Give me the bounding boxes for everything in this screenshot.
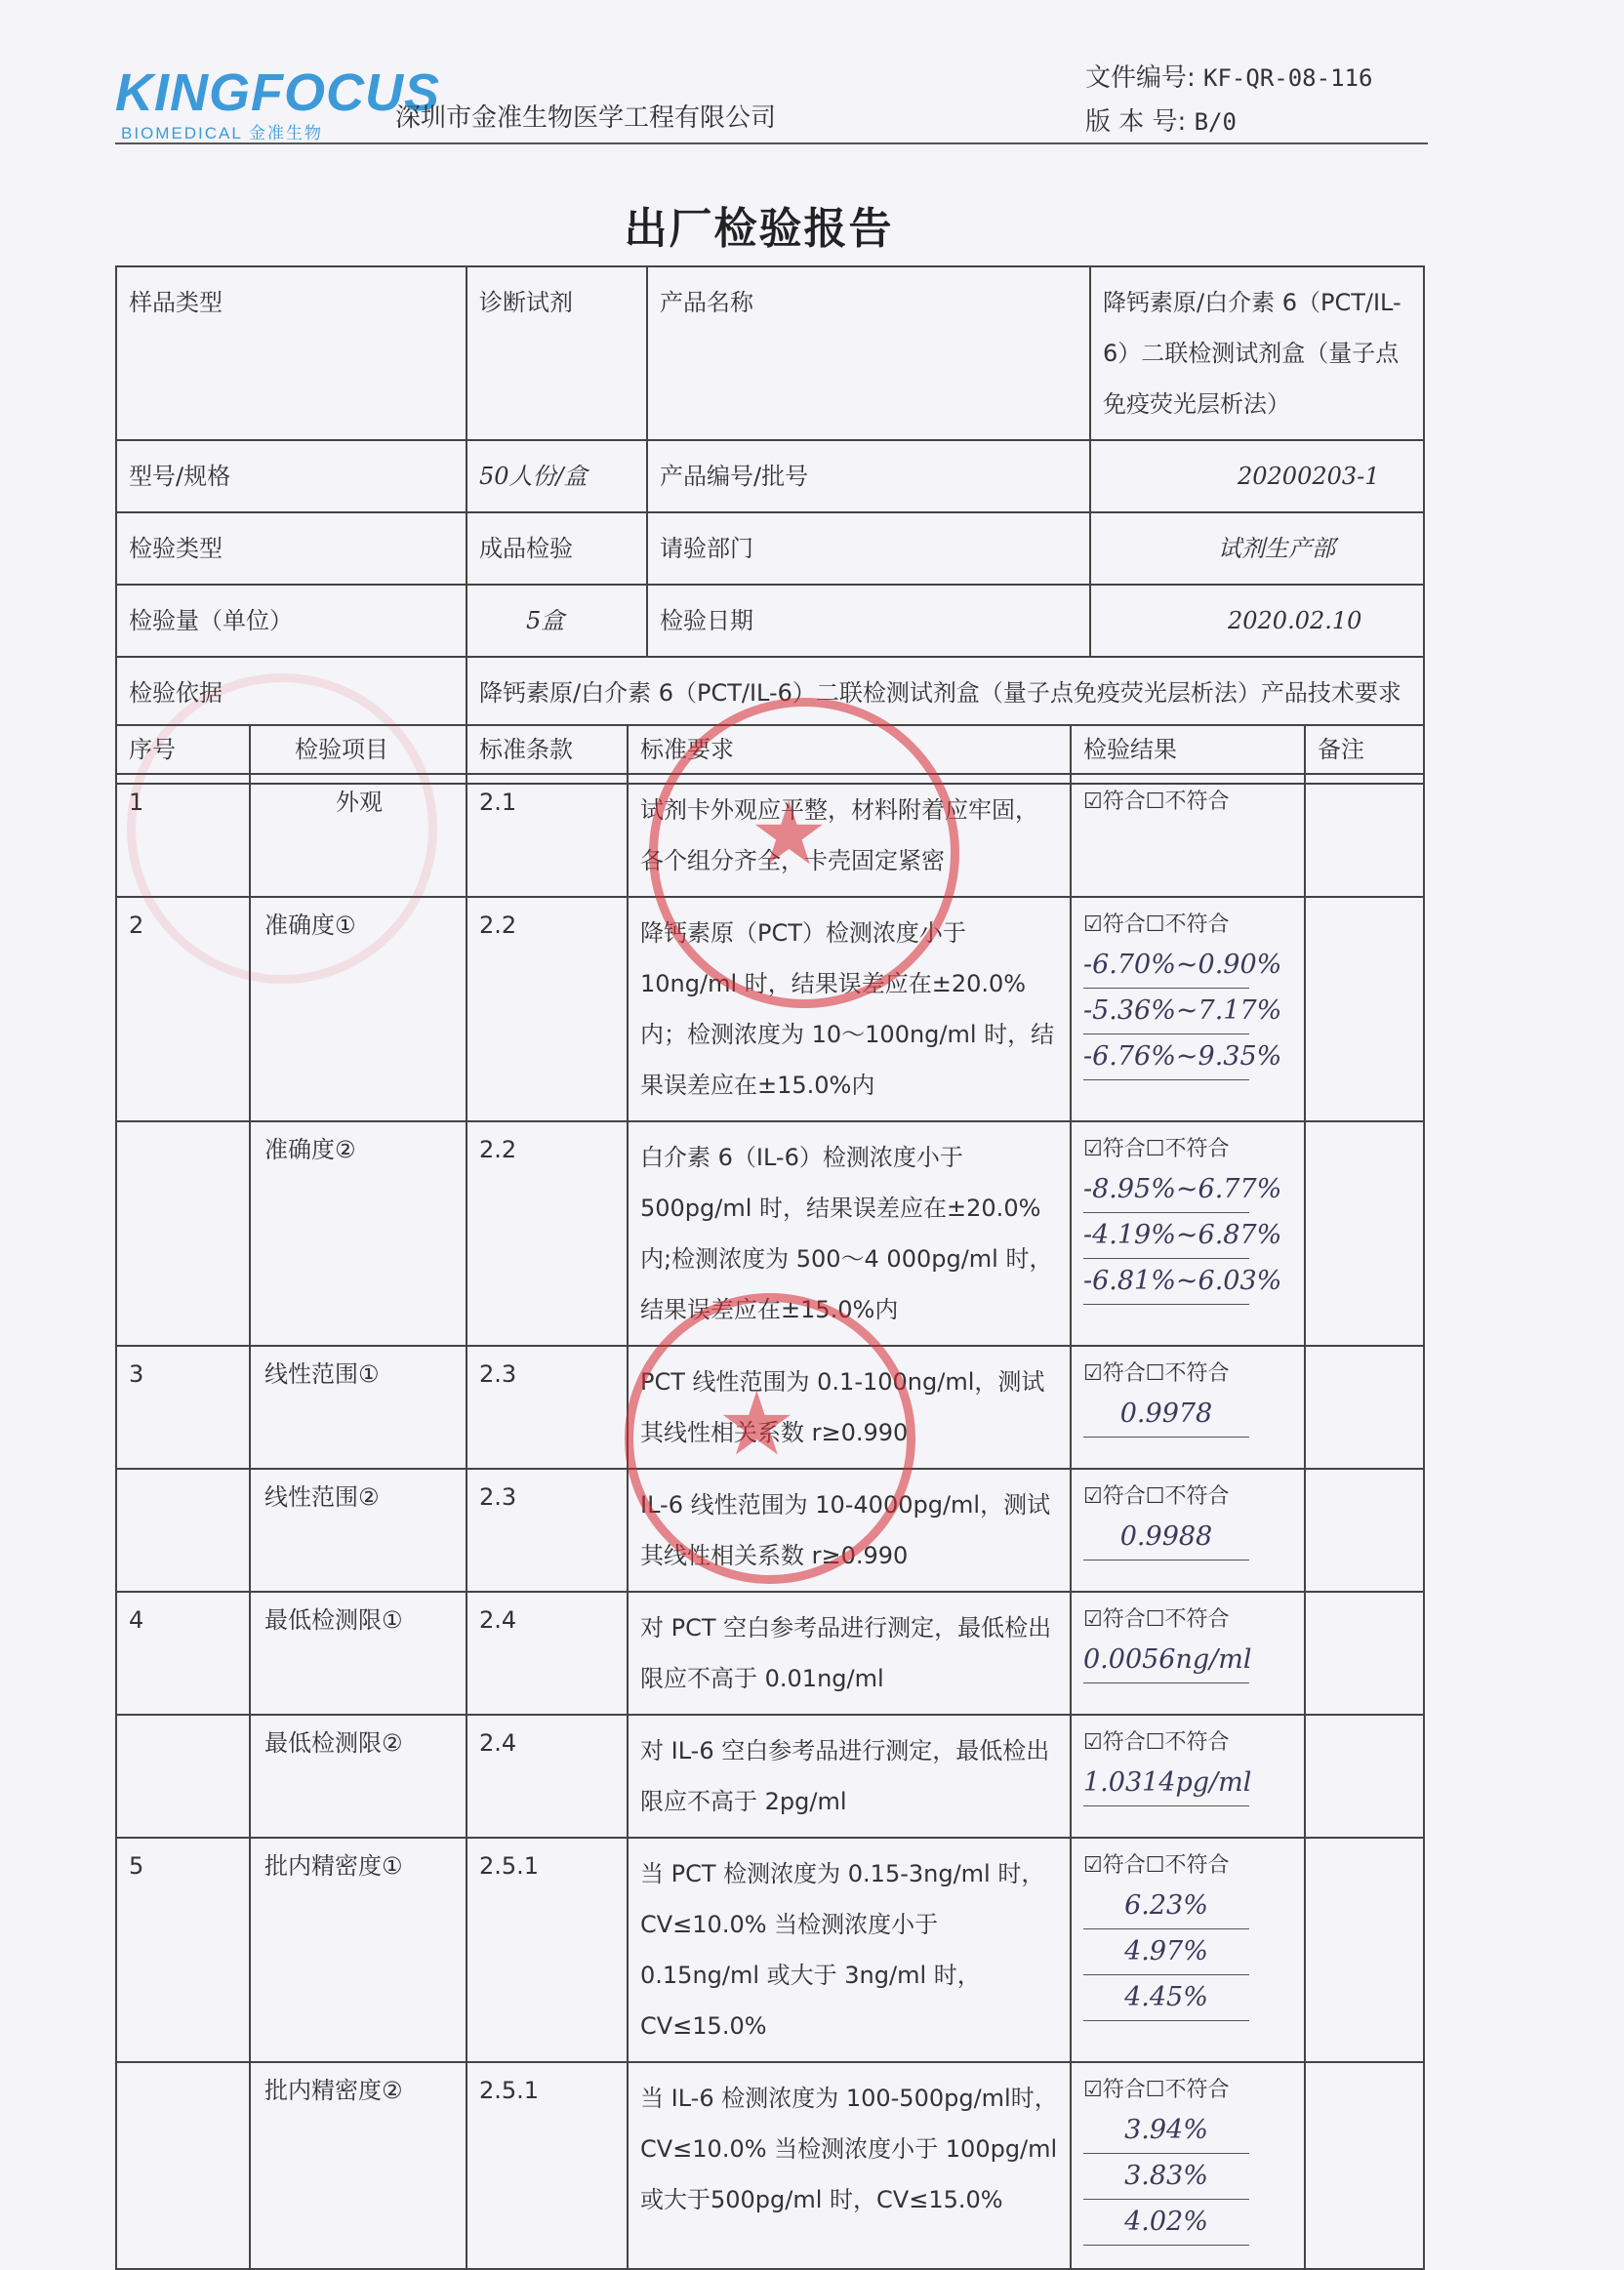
basis-label: 检验依据 (116, 657, 467, 784)
row-req: IL-6 线性范围为 10-4000pg/ml，测试其线性相关系数 r≥0.990 (628, 1469, 1071, 1592)
table-row (116, 1838, 1424, 2062)
row-no (116, 1121, 250, 1346)
inspect-type-label: 检验类型 (116, 512, 467, 585)
result-value: 3.83% (1083, 2154, 1249, 2200)
date-value: 2020.02.10 (1090, 585, 1424, 657)
row-remark (1305, 1715, 1424, 1838)
sample-type-label: 样品类型 (116, 266, 467, 440)
row-no: 1 (116, 774, 250, 897)
result-checkbox: ☑符合☐不符合 (1083, 1484, 1230, 1509)
row-no (116, 1469, 250, 1592)
qty-label: 检验量（单位） (116, 585, 467, 657)
dept-value: 试剂生产部 (1090, 512, 1424, 585)
row-item: 线性范围② (250, 1469, 467, 1592)
date-label: 检验日期 (647, 585, 1090, 657)
table-row (116, 1592, 1424, 1715)
result-value: 0.9978 (1083, 1392, 1249, 1438)
row-remark (1305, 1346, 1424, 1469)
row-item: 外观 (250, 774, 467, 897)
row-result (1071, 1838, 1305, 2062)
qty-value: 5盒 (467, 585, 647, 657)
result-value: -4.19%~6.87% (1083, 1213, 1249, 1259)
row-req: 对 PCT 空白参考品进行测定，最低检出限应不高于 0.01ng/ml (628, 1592, 1071, 1715)
sample-type-value: 诊断试剂 (467, 266, 647, 440)
result-checkbox: ☑符合☐不符合 (1083, 790, 1230, 814)
row-clause: 2.5.1 (467, 1838, 628, 2062)
row-result (1071, 1715, 1305, 1838)
result-value: 4.45% (1083, 1975, 1249, 2021)
row-remark (1305, 1838, 1424, 2062)
row-clause: 2.5.1 (467, 2062, 628, 2269)
result-value: -6.81%~6.03% (1083, 1259, 1249, 1305)
model-value: 50人份/盒 (467, 440, 647, 512)
faded-seal-left (127, 673, 437, 984)
result-value: 4.97% (1083, 1929, 1249, 1975)
row-item: 批内精密度① (250, 1838, 467, 2062)
logo-subtext: BIOMEDICAL 金准生物 (121, 124, 323, 142)
result-value: 4.02% (1083, 2200, 1249, 2246)
col-item: 检验项目 (250, 725, 467, 774)
row-remark (1305, 2062, 1424, 2269)
row-req: 白介素 6（IL-6）检测浓度小于500pg/ml 时，结果误差应在±20.0%内;检测浓度为 500～4 000pg/ml 时，结果误差应在±15.0%内 (628, 1121, 1071, 1346)
row-clause: 2.4 (467, 1715, 628, 1838)
batch-value: 20200203-1 (1090, 440, 1424, 512)
seal-star-icon: ★ (717, 1373, 796, 1476)
header-divider (115, 142, 1428, 144)
page-title: 出厂检验报告 (624, 204, 894, 254)
dept-label: 请验部门 (647, 512, 1090, 585)
col-no: 序号 (116, 725, 250, 774)
company-name: 深圳市金准生物医学工程有限公司 (395, 103, 777, 133)
doc-no-label: 文件编号: (1085, 63, 1196, 93)
row-result (1071, 1469, 1305, 1592)
table-row (116, 2062, 1424, 2269)
row-no: 5 (116, 1838, 250, 2062)
row-req: PCT 线性范围为 0.1-100ng/ml，测试其线性相关系数 r≥0.990 (628, 1346, 1071, 1469)
result-checkbox: ☑符合☐不符合 (1083, 1361, 1230, 1386)
result-checkbox: ☑符合☐不符合 (1083, 1730, 1230, 1755)
row-clause: 2.2 (467, 897, 628, 1121)
model-label: 型号/规格 (116, 440, 467, 512)
row-result (1071, 897, 1305, 1121)
row-result (1071, 774, 1305, 897)
result-value: -5.36%~7.17% (1083, 989, 1249, 1034)
basis-value: 降钙素原/白介素 6（PCT/IL-6）二联检测试剂盒（量子点免疫荧光层析法）产品技术要求 (467, 657, 1424, 784)
company-logo (115, 49, 440, 142)
inspect-type-value: 成品检验 (467, 512, 647, 585)
result-checkbox: ☑符合☐不符合 (1083, 912, 1230, 937)
row-req: 对 IL-6 空白参考品进行测定，最低检出限应不高于 2pg/ml (628, 1715, 1071, 1838)
result-value: -8.95%~6.77% (1083, 1167, 1249, 1213)
result-value: 1.0314pg/ml (1083, 1761, 1249, 1806)
result-checkbox: ☑符合☐不符合 (1083, 1137, 1230, 1161)
row-result (1071, 1592, 1305, 1715)
col-clause: 标准条款 (467, 725, 628, 774)
row-clause: 2.3 (467, 1346, 628, 1469)
info-row-qty (116, 585, 1424, 657)
result-value: -6.70%~0.90% (1083, 943, 1249, 989)
row-no (116, 2062, 250, 2269)
row-clause: 2.1 (467, 774, 628, 897)
row-item: 线性范围① (250, 1346, 467, 1469)
row-clause: 2.4 (467, 1592, 628, 1715)
row-clause: 2.2 (467, 1121, 628, 1346)
row-item: 准确度① (250, 897, 467, 1121)
col-req: 标准要求 (628, 725, 1071, 774)
row-item: 准确度② (250, 1121, 467, 1346)
result-value: 0.9988 (1083, 1515, 1249, 1561)
doc-info (1085, 57, 1372, 144)
product-name-label: 产品名称 (647, 266, 1090, 440)
result-value: 6.23% (1083, 1884, 1249, 1929)
info-row-type (116, 512, 1424, 585)
row-result (1071, 1121, 1305, 1346)
row-item: 批内精密度② (250, 2062, 467, 2269)
row-clause: 2.3 (467, 1469, 628, 1592)
row-remark (1305, 1121, 1424, 1346)
logo-text: KINGFOCUS (115, 63, 440, 122)
result-checkbox: ☑符合☐不符合 (1083, 1853, 1230, 1878)
info-row-model (116, 440, 1424, 512)
row-req: 试剂卡外观应平整，材料附着应牢固，各个组分齐全，卡壳固定紧密 (628, 774, 1071, 897)
row-no: 2 (116, 897, 250, 1121)
col-result: 检验结果 (1071, 725, 1305, 774)
row-result (1071, 1346, 1305, 1469)
result-value: 3.94% (1083, 2108, 1249, 2154)
row-remark (1305, 897, 1424, 1121)
row-no: 4 (116, 1592, 250, 1715)
row-no: 3 (116, 1346, 250, 1469)
seal-star-icon: ★ (750, 783, 829, 885)
product-name-value: 降钙素原/白介素 6（PCT/IL-6）二联检测试剂盒（量子点免疫荧光层析法） (1090, 266, 1424, 440)
result-checkbox: ☑符合☐不符合 (1083, 2078, 1230, 2102)
row-req: 降钙素原（PCT）检测浓度小于10ng/ml 时，结果误差应在±20.0%内；检测浓度为 10～100ng/ml 时，结果误差应在±15.0%内 (628, 897, 1071, 1121)
version-label: 版 本 号: (1085, 107, 1187, 137)
result-value: 0.0056ng/ml (1083, 1638, 1249, 1683)
row-req: 当 IL-6 检测浓度为 100-500pg/ml时，CV≤10.0% 当检测浓度小于 100pg/ml 或大于500pg/ml 时，CV≤15.0% (628, 2062, 1071, 2269)
row-item: 最低检测限① (250, 1592, 467, 1715)
info-row-sample (116, 266, 1424, 440)
result-value: -6.76%~9.35% (1083, 1034, 1249, 1080)
row-no (116, 1715, 250, 1838)
col-remark: 备注 (1305, 725, 1424, 774)
row-item: 最低检测限② (250, 1715, 467, 1838)
result-checkbox: ☑符合☐不符合 (1083, 1607, 1230, 1632)
row-remark (1305, 774, 1424, 897)
row-result (1071, 2062, 1305, 2269)
row-remark (1305, 1469, 1424, 1592)
batch-label: 产品编号/批号 (647, 440, 1090, 512)
table-row (116, 1715, 1424, 1838)
version-value: B/0 (1194, 108, 1237, 136)
row-req: 当 PCT 检测浓度为 0.15-3ng/ml 时，CV≤10.0% 当检测浓度小于 0.15ng/ml 或大于 3ng/ml 时，CV≤15.0% (628, 1838, 1071, 2062)
row-remark (1305, 1592, 1424, 1715)
doc-no-value: KF-QR-08-116 (1203, 64, 1373, 92)
